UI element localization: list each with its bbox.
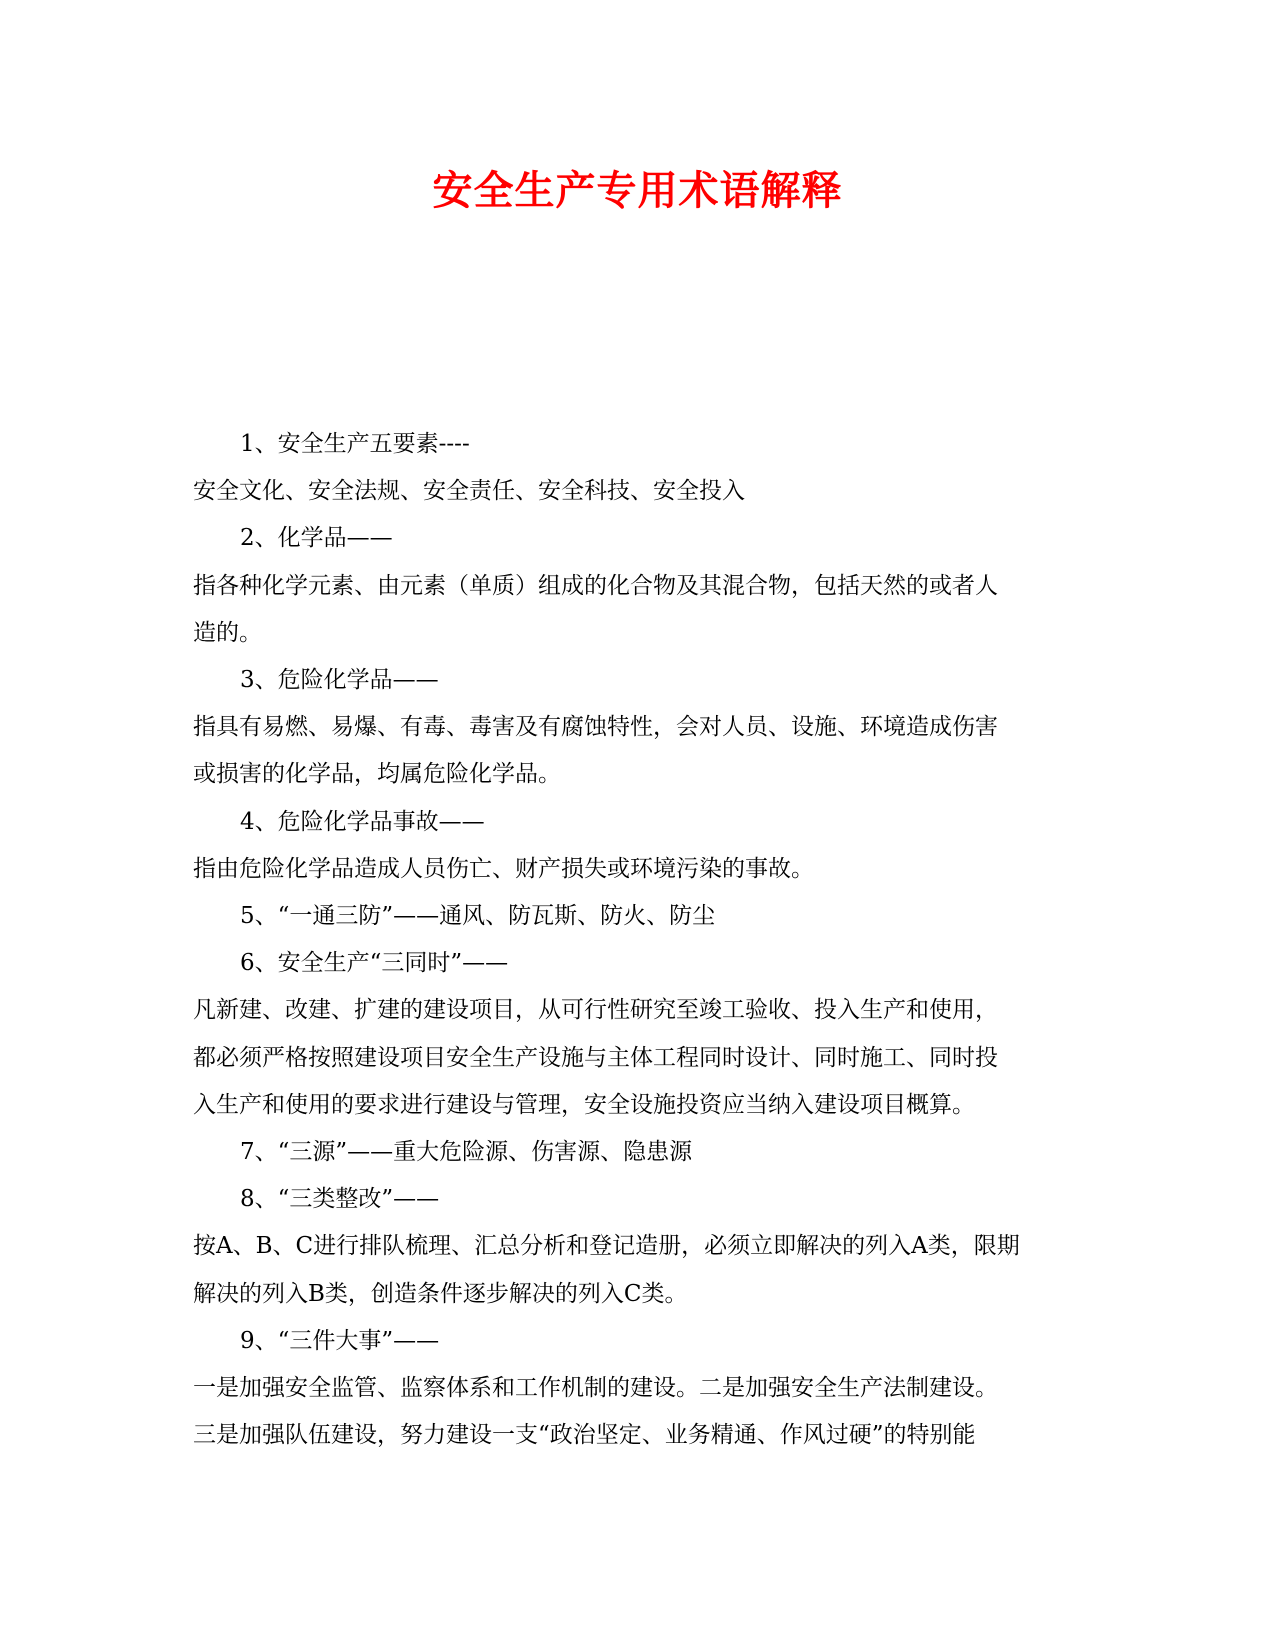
term-definition-9-line-2: 三是加强队伍建设，努力建设一支“政治坚定、业务精通、作风过硬”的特别能	[193, 1422, 976, 1449]
term-heading-3: 3、危险化学品——	[240, 667, 439, 694]
term-definition-8-line-1: 按A、B、C进行排队梳理、汇总分析和登记造册，必须立即解决的列入A类，限期	[193, 1233, 1020, 1260]
term-heading-9: 9、“三件大事”——	[240, 1327, 440, 1354]
document-title: 安全生产专用术语解释	[432, 167, 843, 214]
term-definition-9-line-1: 一是加强安全监管、监察体系和工作机制的建设。二是加强安全生产法制建设。	[193, 1375, 998, 1402]
document-body	[193, 421, 1073, 1459]
term-heading-7: 7、“三源”——重大危险源、伤害源、隐患源	[240, 1139, 693, 1166]
term-definition-8-line-2: 解决的列入B类，创造条件逐步解决的列入C类。	[193, 1280, 688, 1307]
term-heading-2: 2、化学品——	[240, 525, 393, 552]
term-definition-6-line-3: 入生产和使用的要求进行建设与管理，安全设施投资应当纳入建设项目概算。	[193, 1091, 975, 1118]
term-definition-4: 指由危险化学品造成人员伤亡、财产损失或环境污染的事故。	[193, 855, 814, 882]
term-heading-4: 4、危险化学品事故——	[240, 808, 485, 835]
term-heading-5: 5、“一通三防”——通风、防瓦斯、防火、防尘	[240, 903, 716, 930]
term-definition-3-line-1: 指具有易燃、易爆、有毒、毒害及有腐蚀特性，会对人员、设施、环境造成伤害	[193, 714, 998, 741]
term-heading-8: 8、“三类整改”——	[240, 1186, 440, 1213]
term-definition-6-line-1: 凡新建、改建、扩建的建设项目，从可行性研究至竣工验收、投入生产和使用，	[193, 997, 998, 1024]
term-heading-6: 6、安全生产“三同时”——	[240, 950, 509, 977]
term-definition-6-line-2: 都必须严格按照建设项目安全生产设施与主体工程同时设计、同时施工、同时投	[193, 1044, 998, 1071]
term-definition-2-line-2: 造的。	[193, 619, 262, 646]
term-definition-3-line-2: 或损害的化学品，均属危险化学品。	[193, 761, 561, 788]
term-definition-2-line-1: 指各种化学元素、由元素（单质）组成的化合物及其混合物，包括天然的或者人	[193, 572, 998, 599]
term-definition-1: 安全文化、安全法规、安全责任、安全科技、安全投入	[193, 478, 745, 505]
term-heading-1: 1、安全生产五要素----	[240, 431, 470, 457]
